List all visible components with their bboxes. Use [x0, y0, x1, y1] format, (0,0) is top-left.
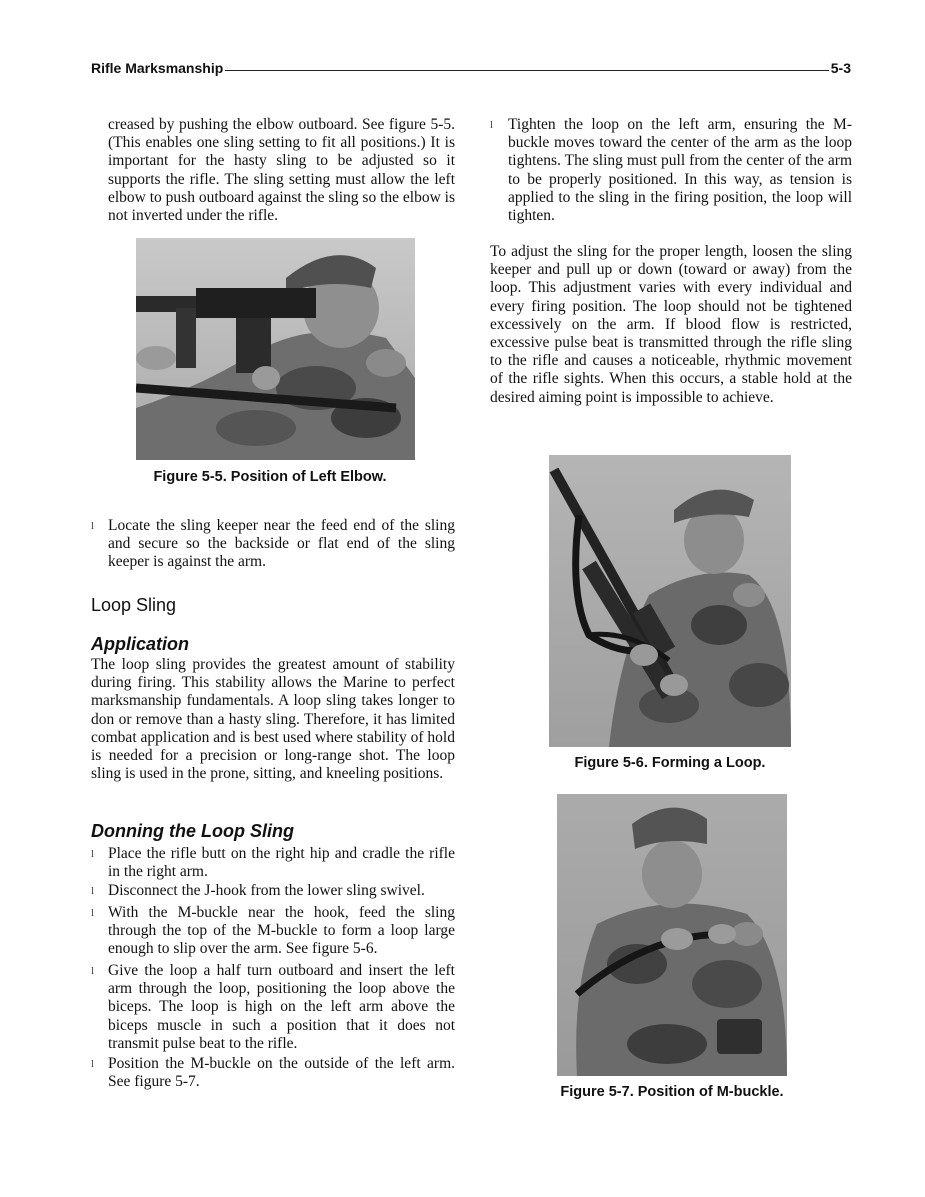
keeper-bullet-text: Locate the sling keeper near the feed end of the sling and secure so the backside or flat end of the sling keeper is against the arm.: [108, 517, 455, 571]
donning-step-4: Give the loop a half turn outboard and insert the left arm through the loop, positioning the loop above the biceps. The loop is high on the left arm above the biceps muscle in such a position that it does not transmit pulse beat to the rifle.: [108, 962, 455, 1052]
tighten-bullet-text: Tighten the loop on the left arm, ensuring the M-buckle moves toward the center of the arm as the loop tightens. The sling must pull from the center of the arm to be properly positioned. In this way, as tension is applied to the sling in the firing position, the loop will tighten.: [508, 116, 852, 225]
intro-paragraph: creased by pushing the elbow outboard. See figure 5-5. (This enables one sling setting to fit all positions.) It is important for the hasty sling to be adjusted so it supports the rifle. The sling setting must allow the left elbow to push outboard against the sling so the elbow is not inverted under the rifle.: [108, 116, 455, 225]
bullet-marker: l: [490, 119, 494, 131]
figure-5-6-caption: Figure 5-6. Forming a Loop.: [574, 755, 766, 771]
subheading-application: Application: [91, 634, 189, 654]
bullet-marker: l: [91, 1058, 95, 1070]
figure-5-7-photo: [557, 794, 787, 1076]
header-title: Rifle Marksmanship: [91, 60, 224, 76]
bullet-marker: l: [91, 885, 95, 897]
bullet-marker: l: [91, 848, 95, 860]
page-number: 5-3: [830, 60, 851, 76]
bullet-marker: l: [91, 965, 95, 977]
donning-step-5: Position the M-buckle on the outside of the left arm. See figure 5-7.: [108, 1055, 455, 1091]
bullet-marker: l: [91, 520, 95, 532]
donning-step-1: Place the rifle butt on the right hip and cradle the rifle in the right arm.: [108, 845, 455, 881]
subheading-donning: Donning the Loop Sling: [91, 821, 294, 841]
figure-5-5-photo: [136, 238, 415, 460]
figure-5-6-photo: [549, 455, 791, 747]
figure-5-5-caption: Figure 5-5. Position of Left Elbow.: [153, 469, 387, 485]
section-heading-loop-sling: Loop Sling: [91, 595, 177, 615]
figure-5-7-caption: Figure 5-7. Position of M-buckle.: [560, 1084, 784, 1100]
adjust-paragraph: To adjust the sling for the proper length, loosen the sling keeper and pull up or down (toward or away) from the loop. This adjustment varies with every individual and every firing position. The loop should not be tightened excessively on the arm. If blood flow is restricted, excessive pulse beat is transmitted through the rifle sling to the rifle and causes a noticeable, rhythmic movement of the rifle sights. When this occurs, a stable hold at the desired aiming point is impossible to achieve.: [490, 243, 852, 406]
application-paragraph: The loop sling provides the greatest amount of stability during firing. This stability allows the Marine to perfect marksmanship fundamentals. A loop sling takes longer to don or remove than a hasty sling. Therefore, it has limited combat application and is best used where stability of hold is needed for a precision or long-range shot. The loop sling is used in the prone, sitting, and kneeling positions.: [91, 656, 455, 783]
running-header: [91, 60, 851, 80]
donning-step-2: Disconnect the J-hook from the lower sling swivel.: [108, 882, 425, 899]
donning-step-3: With the M-buckle near the hook, feed the sling through the top of the M-buckle to form a loop large enough to slip over the arm. See figure 5-6.: [108, 904, 455, 958]
bullet-marker: l: [91, 907, 95, 919]
